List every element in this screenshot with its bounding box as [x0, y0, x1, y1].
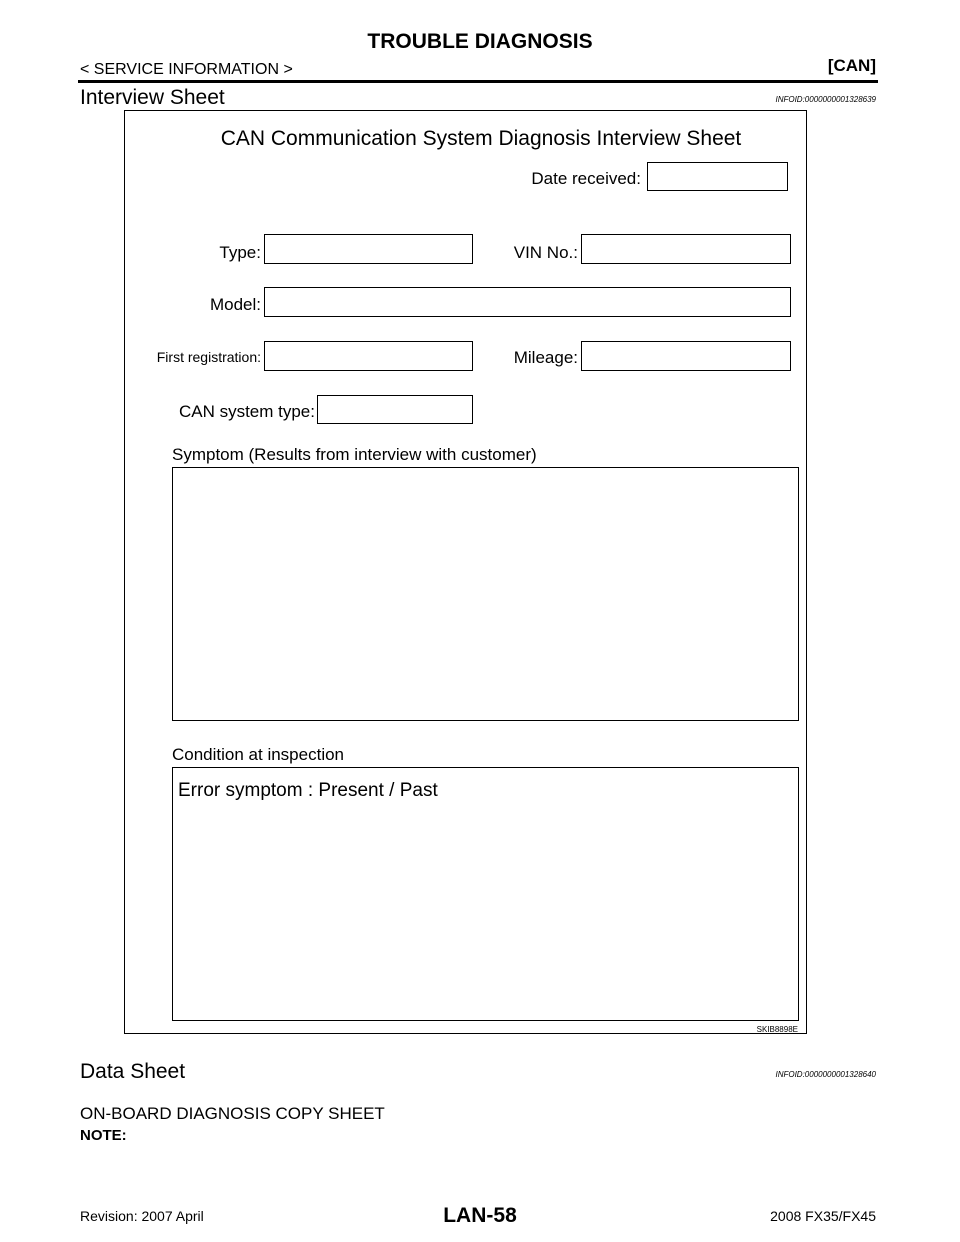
- date-received-field[interactable]: [647, 162, 788, 191]
- data-section-subtitle: ON-BOARD DIAGNOSIS COPY SHEET: [80, 1104, 385, 1123]
- header-divider: [78, 80, 878, 83]
- can-system-type-field[interactable]: [317, 395, 473, 424]
- first-registration-label: First registration:: [156, 349, 261, 365]
- can-system-type-label: CAN system type:: [178, 402, 315, 421]
- symptom-box[interactable]: [172, 467, 799, 721]
- page-number: LAN-58: [443, 1204, 517, 1227]
- vin-field[interactable]: [581, 234, 791, 264]
- symptom-label: Symptom (Results from interview with customer): [172, 445, 537, 464]
- note-label: NOTE:: [80, 1127, 127, 1144]
- data-section-title: Data Sheet: [80, 1060, 186, 1083]
- breadcrumb: < SERVICE INFORMATION >: [80, 61, 293, 78]
- model-label: Model:: [209, 295, 261, 314]
- page-header-title: TROUBLE DIAGNOSIS: [367, 30, 593, 53]
- type-label: Type:: [219, 243, 261, 262]
- interview-section-title: Interview Sheet: [80, 86, 225, 109]
- condition-label: Condition at inspection: [172, 745, 345, 764]
- section-tag: [CAN]: [827, 56, 876, 75]
- figure-title: CAN Communication System Diagnosis Interview Sheet: [220, 127, 742, 150]
- figure-id: SKIB8898E: [756, 1025, 798, 1034]
- mileage-field[interactable]: [581, 341, 791, 371]
- data-infoid: INFOID:0000000001328640: [775, 1070, 876, 1079]
- interview-infoid: INFOID:0000000001328639: [775, 95, 876, 104]
- first-registration-field[interactable]: [264, 341, 473, 371]
- date-received-label: Date received:: [531, 169, 641, 188]
- model-field[interactable]: [264, 287, 791, 317]
- model-text: 2008 FX35/FX45: [770, 1208, 876, 1224]
- condition-box[interactable]: [172, 767, 799, 1021]
- revision-text: Revision: 2007 April: [80, 1208, 204, 1224]
- mileage-label: Mileage:: [513, 348, 578, 367]
- vin-label: VIN No.:: [513, 243, 578, 262]
- type-field[interactable]: [264, 234, 473, 264]
- error-symptom-text: Error symptom : Present / Past: [178, 780, 438, 801]
- interview-sheet-figure: [124, 110, 807, 1034]
